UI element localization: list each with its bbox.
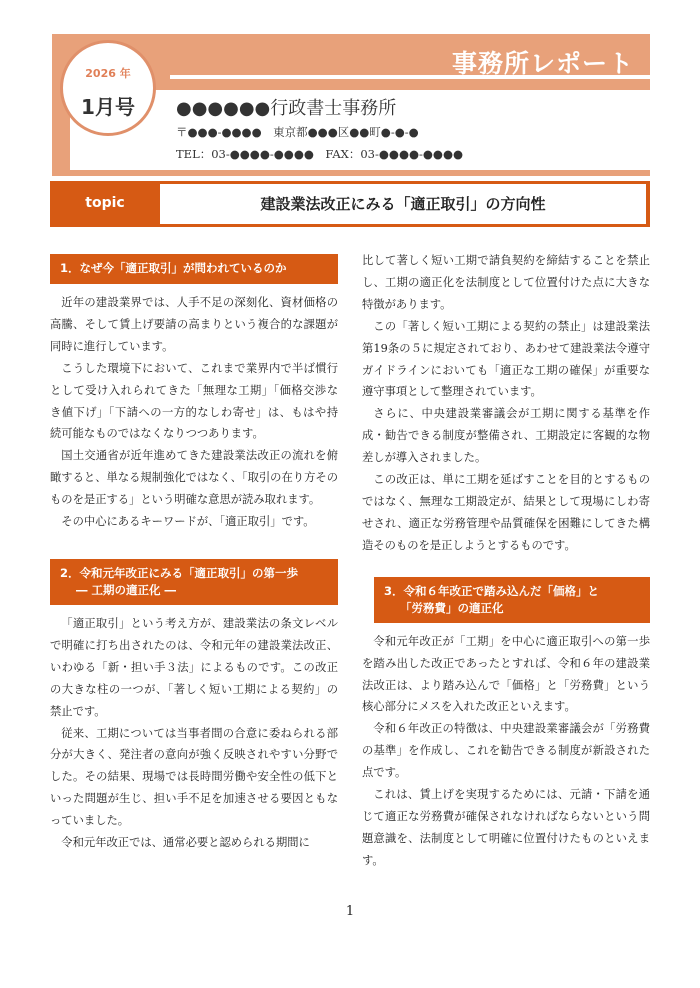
office-name: ●●●●●●行政書士事務所 <box>176 98 397 119</box>
paragraph: この改正は、単に工期を延ばすことを目的とするものではなく、無理な工期設定が、結果として現場にしわ寄せされ、適正な労務管理や品質確保を困難にしてきた構造そのものを是正しようとするものです。 <box>362 473 650 552</box>
section-3-heading-line2: 「労務費」の適正化 <box>400 600 504 615</box>
section-3-heading <box>374 577 650 623</box>
issue-badge <box>60 40 156 136</box>
paragraph: その中心にあるキーワードが、「適正取引」です。 <box>61 515 315 529</box>
left-column <box>50 254 338 854</box>
paragraph: 近年の建設業界では、人手不足の深刻化、資材価格の高騰、そして賃上げ要請の高まりという複合的な課題が同時に進行しています。 <box>50 296 338 353</box>
section-1-heading: 1．なぜ今「適正取引」が問われているのか <box>50 254 338 284</box>
report-title: 事務所レポート <box>451 49 634 78</box>
issue-year: 2026 年 <box>85 67 131 80</box>
paragraph: 令和６年改正の特徴は、中央建設業審議会が「労務費の基準」を作成し、これを勧告できる制度が新設された点です。 <box>362 722 650 780</box>
topic-title: 建設業法改正にみる「適正取引」の方向性 <box>160 184 646 224</box>
office-address: 〒●●●-●●●● 東京都●●●区●●町●-●-● <box>176 125 419 139</box>
page-number: 1 <box>345 904 355 919</box>
section-2-heading-line2: ― 工期の適正化 ― <box>76 582 177 597</box>
topic-label: topic <box>85 195 125 211</box>
paragraph: 令和元年改正が「工期」を中心に適正取引への第一歩を踏み出した改正であったとすれば、令和６年の建設業法改正は、より踏み込んで「価格」と「労務費」という核心部分にメスを入れた改正といえます。 <box>362 634 650 714</box>
paragraph: さらに、中央建設業審議会が工期に関する基準を作成・勧告できる制度が整備され、工期設定に客観的な物差しが導入されました。 <box>362 407 650 465</box>
paragraph: 令和元年改正では、通常必要と認められる期間に <box>61 836 310 850</box>
paragraph: 従来、工期については当事者間の合意に委ねられる部分が大きく、発注者の意向が強く反映されやすい分野でした。その結果、現場では長時間労働や安全性の低下といった問題が生じ、担い手不足を加速させる要因ともなっていました。 <box>50 726 338 828</box>
paragraph: これは、賃上げを実現するためには、元請・下請を通じて適正な労務費が確保されなければならないという問題意識を、法制度として明確に位置付けたものといえます。 <box>362 788 650 867</box>
issue-month: 1月号 <box>81 95 135 119</box>
paragraph: 「適正取引」という考え方が、建設業法の条文レベルで明確に打ち出されたのは、令和元年の建設業法改正、いわゆる「新・担い手３法」によるものです。この改正の大きな柱の一つが、「著しく短い工期による契約」の禁止です。 <box>50 616 338 718</box>
paragraph: こうした環境下において、これまで業界内で半ば慣行として受け入れられてきた「無理な工期」「価格交渉なき値下げ」「下請への一方的なしわ寄せ」は、もはや持続可能なものではなくなりつつあります。 <box>50 361 338 441</box>
office-contact: TEL：03-●●●●-●●●● FAX：03-●●●●-●●●● <box>176 147 464 161</box>
topic-bar <box>50 181 650 227</box>
paragraph: 国土交通省が近年進めてきた建設業法改正の流れを俯瞰すると、単なる規制強化ではなく、「取引の在り方そのものを是正する」という明確な意思が読み取れます。 <box>50 449 338 507</box>
paragraph-continued: 比して著しく短い工期で請負契約を締結することを禁止し、工期の適正化を法制度として位置付けた点に大きな特徴があります。 <box>362 254 650 311</box>
right-column <box>362 250 650 872</box>
section-3-heading-line1: 3．令和６年改正で踏み込んだ「価格」と <box>384 583 599 598</box>
section-2-heading-line1: 2．令和元年改正にみる「適正取引」の第一歩 <box>60 565 298 580</box>
paragraph: この「著しく短い工期による契約の禁止」は建設業法第19条の５に規定されており、あわせて建設業法令遵守ガイドラインにおいても「適正な工期の確保」が重要な遵守事項として整理されています。 <box>362 319 650 399</box>
section-2-heading <box>50 559 338 605</box>
